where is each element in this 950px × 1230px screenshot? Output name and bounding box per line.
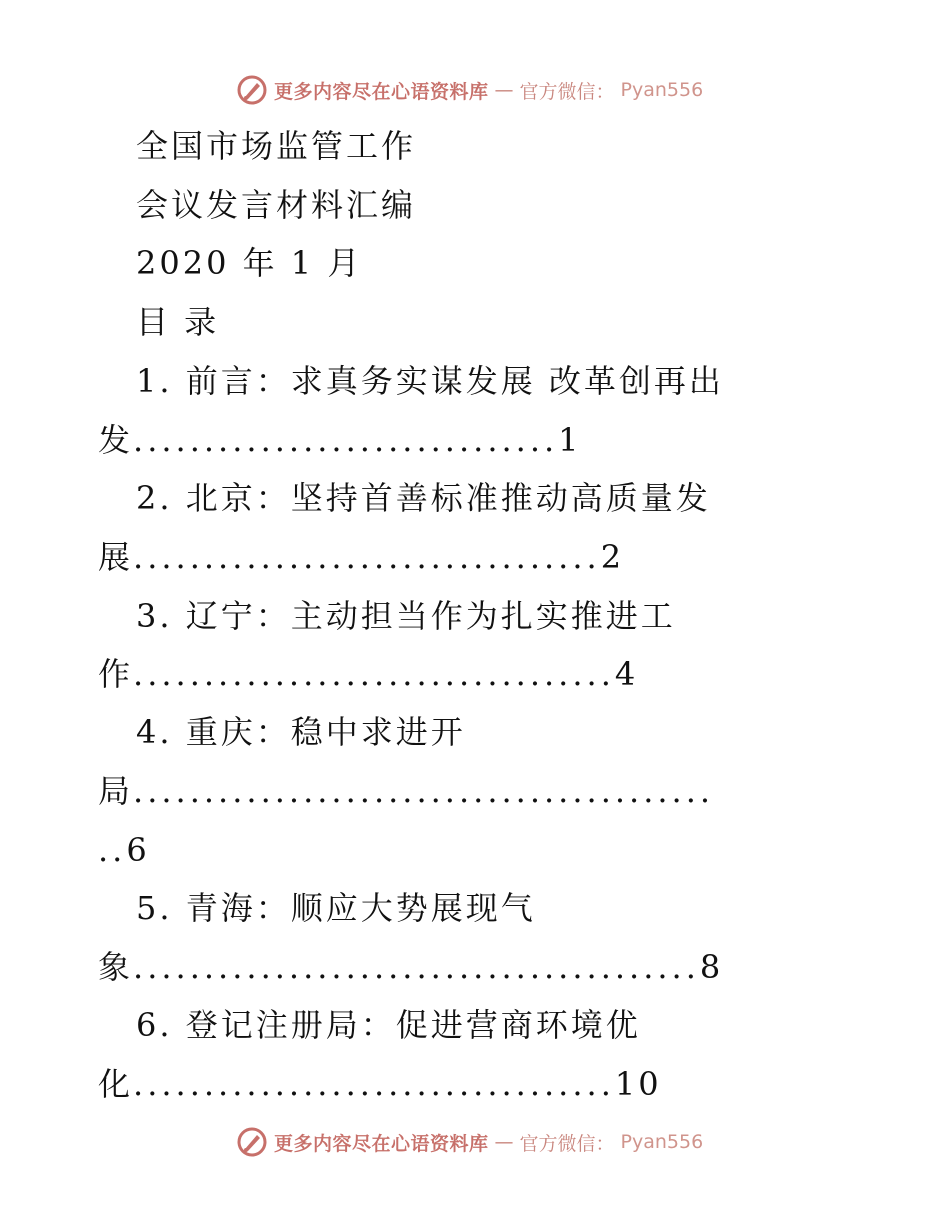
toc-leader-6: 化..................................10 <box>98 1065 662 1103</box>
watermark-lead: 更多内容尽在心语资料库 <box>274 1132 489 1155</box>
toc-entry-text: 前言：求真务实谋发展 改革创再出 <box>185 362 724 400</box>
pen-logo-icon <box>236 1126 268 1158</box>
toc-entry-text: 辽宁：主动担当作为扎实推进工 <box>185 597 676 635</box>
toc-leader-2: 展.................................2 <box>98 538 625 576</box>
watermark-wechat-label: 官方微信： <box>519 1132 615 1155</box>
watermark-lead: 更多内容尽在心语资料库 <box>274 80 489 103</box>
toc-leader-3: 作..................................4 <box>98 655 639 693</box>
toc-entry-text: 青海：顺应大势展现气 <box>185 889 536 927</box>
toc-page-number: 10 <box>614 1065 662 1103</box>
toc-leader-5: 象........................................8 <box>98 948 724 986</box>
document-title-line1: 全国市场监管工作 <box>136 127 417 165</box>
toc-entry-tail: 象 <box>98 948 134 986</box>
toc-number: 4. <box>136 713 173 751</box>
toc-number: 6. <box>136 1006 173 1044</box>
watermark-wechat-id: Pyan556 <box>620 79 704 101</box>
document-title-line2: 会议发言材料汇编 <box>136 186 417 224</box>
toc-number: 1. <box>136 362 173 400</box>
toc-page-number: 4 <box>614 655 639 693</box>
toc-entry-4 <box>136 712 896 752</box>
toc-heading: 目 录 <box>136 303 220 341</box>
toc-entry-tail: 局 <box>98 772 134 810</box>
toc-page-number: 2 <box>600 538 625 576</box>
toc-number: 2. <box>136 479 173 517</box>
toc-entry-text: 北京：坚持首善标准推动高质量发 <box>185 479 711 517</box>
toc-page-number: 6 <box>126 831 150 869</box>
toc-number: 5. <box>136 889 173 927</box>
watermark-banner-top <box>236 72 796 108</box>
toc-entry-tail: 作 <box>98 655 134 693</box>
watermark-wechat-id: Pyan556 <box>620 1131 704 1153</box>
toc-entry-3 <box>136 596 896 636</box>
toc-entry-6 <box>136 1005 896 1045</box>
watermark-wechat-label: 官方微信： <box>519 80 615 103</box>
watermark-dash: — <box>494 79 514 101</box>
toc-entry-1 <box>136 361 896 401</box>
document-date: 2020 年 1 月 <box>136 244 363 282</box>
toc-page-number: 1 <box>558 421 582 459</box>
toc-number: 3. <box>136 597 173 635</box>
toc-entry-tail: 展 <box>98 538 134 576</box>
toc-leader-4: 局......................................... <box>98 772 715 810</box>
toc-leader-4-cont: ..6 <box>98 831 150 869</box>
watermark-dash: — <box>494 1131 514 1153</box>
toc-page-number: 8 <box>699 948 724 986</box>
toc-entry-text: 登记注册局：促进营商环境优 <box>185 1006 641 1044</box>
toc-entry-2 <box>136 478 896 518</box>
watermark-banner-bottom <box>236 1124 796 1160</box>
toc-entry-tail: 发 <box>98 421 134 459</box>
toc-entry-5 <box>136 888 896 928</box>
toc-entry-text: 重庆：稳中求进开 <box>185 713 466 751</box>
toc-leader-1: 发..............................1 <box>98 421 582 459</box>
pen-logo-icon <box>236 74 268 106</box>
toc-entry-tail: 化 <box>98 1065 134 1103</box>
